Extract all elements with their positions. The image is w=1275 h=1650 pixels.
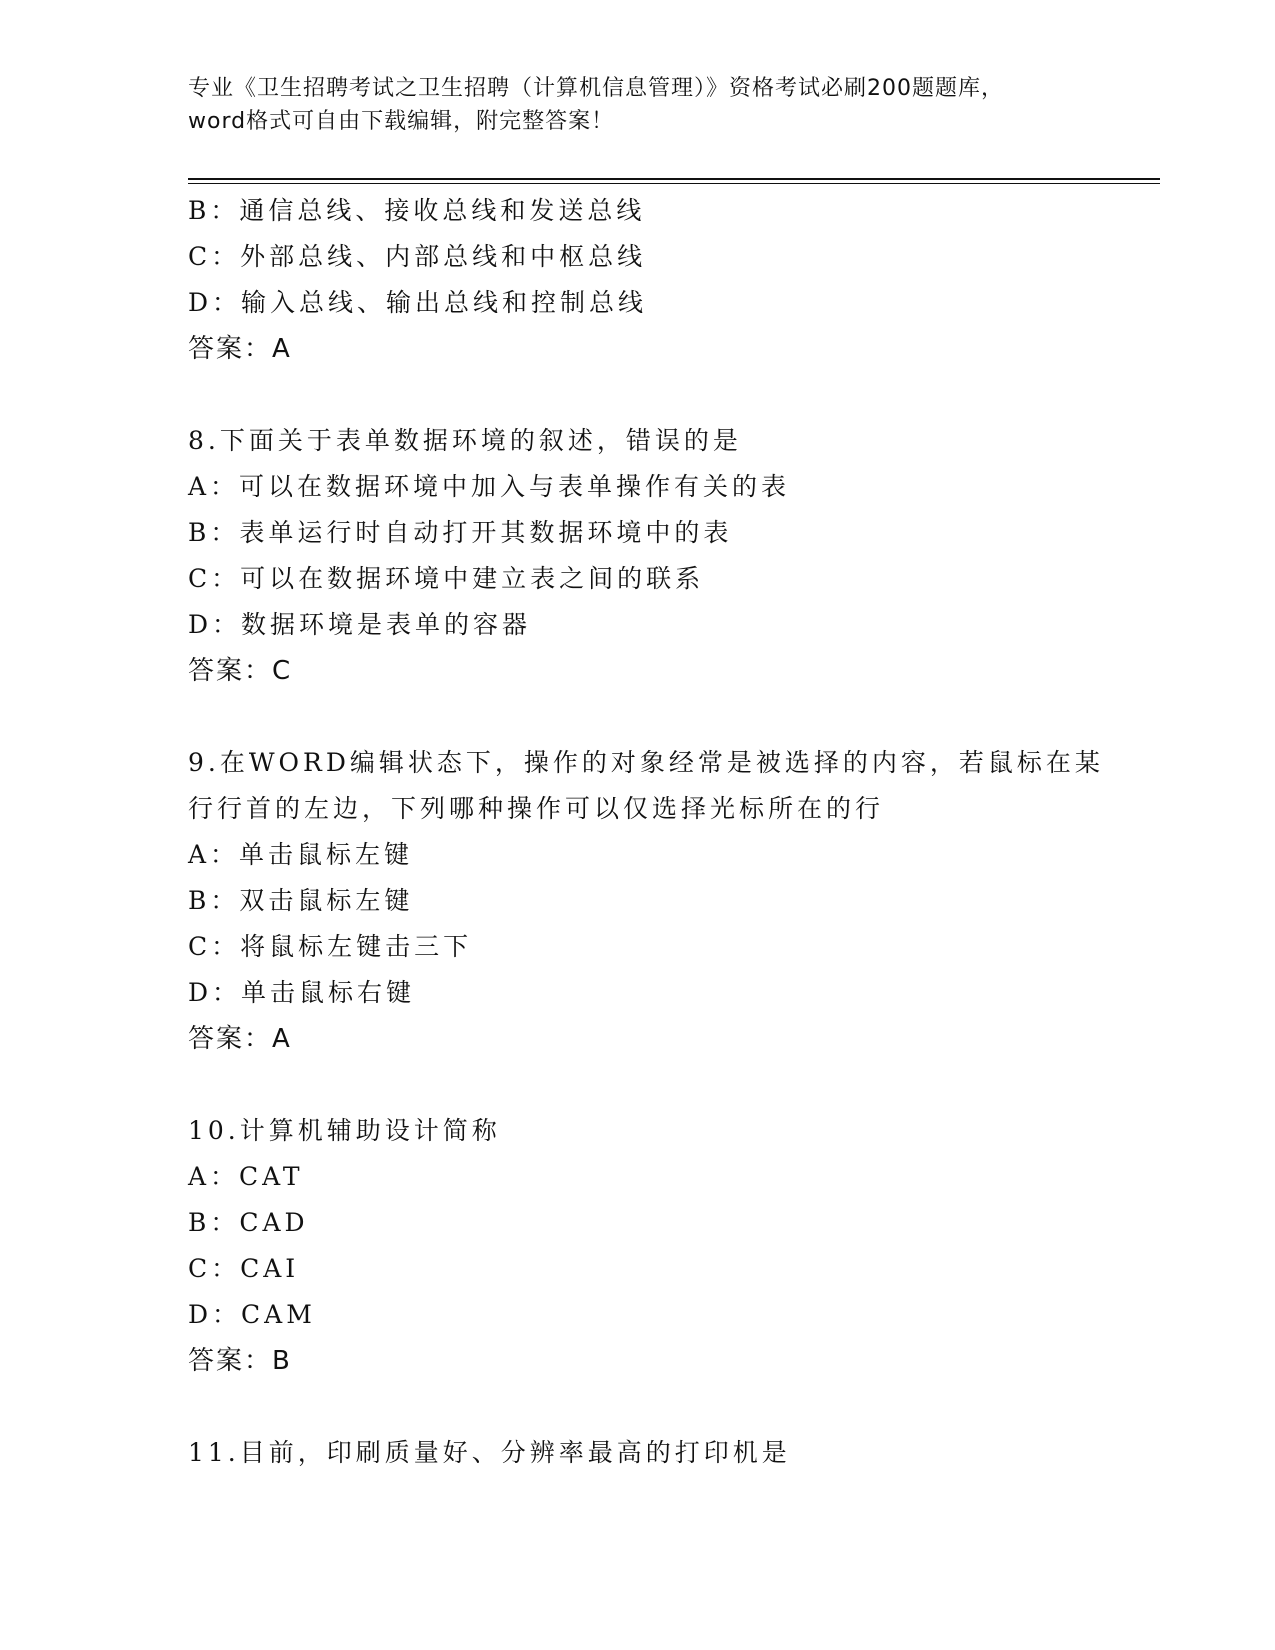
option-b: B：通信总线、接收总线和发送总线 [188, 196, 646, 225]
spacer [188, 1062, 1148, 1108]
question-text-continued: 行行首的左边，下列哪种操作可以仅选择光标所在的行 [188, 794, 885, 823]
document-header [188, 72, 1088, 138]
header-title-line-1: 专业《卫生招聘考试之卫生招聘（计算机信息管理）》资格考试必刷200题题库， [188, 76, 1004, 101]
previous-question-tail [188, 188, 1148, 372]
spacer [188, 694, 1148, 740]
option-d: D：CAM [188, 1300, 316, 1329]
answer-line: 答案：A [188, 334, 292, 364]
question-text: 9.在WORD编辑状态下，操作的对象经常是被选择的内容，若鼠标在某 [188, 748, 1104, 777]
answer-line: 答案：A [188, 1024, 292, 1054]
question-text: 11.目前，印刷质量好、分辨率最高的打印机是 [188, 1438, 791, 1467]
option-a: A：可以在数据环境中加入与表单操作有关的表 [188, 472, 791, 501]
question-text: 10.计算机辅助设计简称 [188, 1116, 501, 1145]
answer-line: 答案：B [188, 1346, 292, 1376]
question-content [188, 188, 1148, 1476]
option-c: C：CAI [188, 1254, 300, 1283]
question-11 [188, 1430, 1148, 1476]
option-d: D：数据环境是表单的容器 [188, 610, 532, 639]
option-c: C：将鼠标左键击三下 [188, 932, 473, 961]
answer-line: 答案：C [188, 656, 293, 686]
option-d: D：单击鼠标右键 [188, 978, 416, 1007]
spacer [188, 1384, 1148, 1430]
option-b: B：CAD [188, 1208, 309, 1237]
question-10 [188, 1108, 1148, 1384]
option-c: C：外部总线、内部总线和中枢总线 [188, 242, 647, 271]
question-9 [188, 740, 1148, 1062]
header-divider [188, 178, 1160, 184]
header-title-line-2: word格式可自由下载编辑，附完整答案！ [188, 109, 615, 134]
option-b: B：双击鼠标左键 [188, 886, 414, 915]
option-d: D：输入总线、输出总线和控制总线 [188, 288, 648, 317]
option-a: A：单击鼠标左键 [188, 840, 414, 869]
option-c: C：可以在数据环境中建立表之间的联系 [188, 564, 705, 593]
option-a: A：CAT [188, 1162, 304, 1191]
question-8 [188, 418, 1148, 694]
question-text: 8.下面关于表单数据环境的叙述，错误的是 [188, 426, 742, 455]
option-b: B：表单运行时自动打开其数据环境中的表 [188, 518, 733, 547]
spacer [188, 372, 1148, 418]
